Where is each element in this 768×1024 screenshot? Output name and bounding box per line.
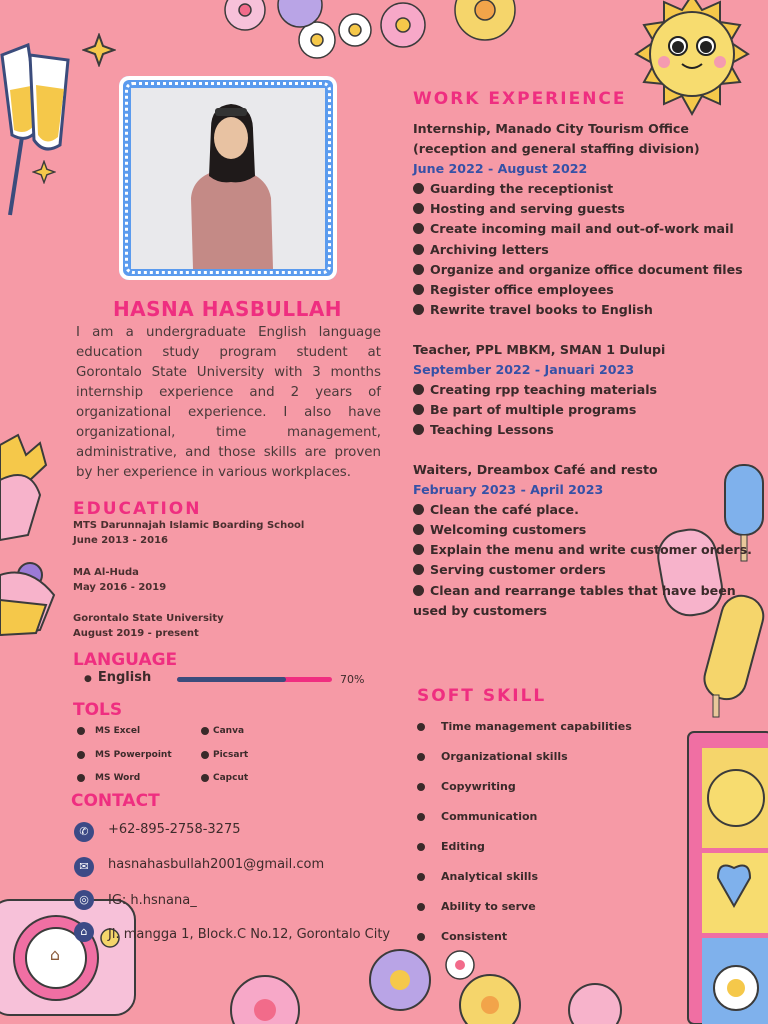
job-role: Waiters, Dreambox Café and resto: [413, 462, 658, 477]
soft-skill-item: Time management capabilities: [417, 720, 632, 733]
film-strip-sticker: [684, 728, 768, 1024]
education-period: June 2013 - 2016: [73, 535, 168, 546]
profile-about: I am a undergraduate English language education study program student at Gorontalo State University with 3 months internship experience and 2 years of organizational experience. I also have organizational, time management, administrative, and those skills are proven by her experience in various workplaces.: [76, 325, 381, 480]
tool-item: Capcut: [201, 773, 248, 783]
job-duty: Clean the café place.: [413, 500, 738, 520]
job-period: September 2022 - Januari 2023: [413, 362, 635, 378]
work-experience-title: WORK EXPERIENCE: [413, 89, 627, 109]
job-duty: Guarding the receptionist: [413, 179, 743, 199]
job-period: February 2023 - April 2023: [413, 482, 604, 498]
soft-skill-item: Consistent: [417, 930, 507, 943]
contact-instagram[interactable]: IG: h.hsnana_: [108, 893, 197, 908]
contact-phone[interactable]: +62-895-2758-3275: [108, 822, 241, 837]
globe-icon: ◎: [74, 890, 94, 910]
soft-skill-item: Communication: [417, 810, 537, 823]
job-duty: Register office employees: [413, 280, 743, 300]
education-school: Gorontalo State University: [73, 613, 224, 624]
soft-skill-item: Editing: [417, 840, 485, 853]
contact-address: Jl. mangga 1, Block.C No.12, Gorontalo City: [108, 927, 391, 942]
phone-icon: ✆: [74, 822, 94, 842]
education-item: [73, 565, 166, 595]
soft-skill-item: Organizational skills: [417, 750, 568, 763]
email-icon: ✉: [74, 857, 94, 877]
job-duty: Serving customer orders: [413, 560, 738, 580]
education-period: August 2019 - present: [73, 628, 199, 639]
language-level-fill: [177, 677, 286, 682]
profile-photo: [131, 88, 325, 269]
flowers-bottom-sticker: [215, 945, 685, 1024]
job-duty: Teaching Lessons: [413, 420, 743, 440]
soft-skill-item: Copywriting: [417, 780, 516, 793]
job-entry: [413, 119, 743, 320]
home-icon: ⌂: [49, 945, 61, 964]
flowers-top-sticker: [205, 0, 575, 80]
language-level-bar: [177, 677, 332, 682]
profile-name: HASNA HASBULLAH: [112, 297, 343, 321]
job-entry: [413, 340, 743, 440]
tool-item: MS Word: [77, 773, 140, 783]
job-role: Teacher, PPL MBKM, SMAN 1 Dulupi: [413, 342, 666, 357]
language-item: ● English: [84, 670, 152, 685]
job-duty: Organize and organize office document files: [413, 260, 743, 280]
tool-item: MS Powerpoint: [77, 750, 172, 760]
job-entry: [413, 460, 752, 621]
job-period: June 2022 - August 2022: [413, 161, 588, 177]
home-button[interactable]: [40, 940, 70, 970]
tool-item: MS Excel: [77, 726, 140, 736]
education-title: EDUCATION: [73, 499, 202, 519]
soft-skill-item: Ability to serve: [417, 900, 536, 913]
soft-skill-title: SOFT SKILL: [417, 686, 547, 706]
job-duty: Welcoming customers: [413, 520, 738, 540]
language-name: English: [97, 670, 152, 685]
contact-title: CONTACT: [71, 791, 160, 811]
contact-email[interactable]: hasnahasbullah2001@gmail.com: [108, 857, 325, 872]
tool-item: Picsart: [201, 750, 248, 760]
home-address-icon: ⌂: [74, 922, 94, 942]
education-item: [73, 611, 224, 641]
soft-skill-item: Analytical skills: [417, 870, 538, 883]
job-duty: Creating rpp teaching materials: [413, 380, 743, 400]
job-duty: Rewrite travel books to English: [413, 300, 743, 320]
job-role: Internship, Manado City Tourism Office (reception and general staffing division): [413, 121, 700, 157]
sparkle-icon: [32, 160, 56, 184]
education-period: May 2016 - 2019: [73, 582, 167, 593]
profile-photo-frame: [119, 76, 337, 280]
job-duty: Be part of multiple programs: [413, 400, 743, 420]
language-level-label: 70%: [340, 673, 365, 686]
job-duty: Hosting and serving guests: [413, 199, 743, 219]
tools-title: TOLS: [73, 700, 123, 720]
education-school: MA Al-Huda: [73, 567, 139, 578]
education-school: MTS Darunnajah Islamic Boarding School: [73, 520, 305, 531]
cupcake-sticker: [0, 425, 62, 640]
job-duty: Archiving letters: [413, 240, 743, 260]
job-duty: Explain the menu and write customer orders.: [413, 540, 738, 560]
education-item: [73, 518, 304, 548]
tool-item: Canva: [201, 726, 244, 736]
sparkle-icon: [82, 33, 116, 67]
champagne-glasses-sticker: [0, 15, 80, 230]
job-duty: Clean and rearrange tables that have been used by customers: [413, 582, 736, 618]
job-duty: Create incoming mail and out-of-work mail: [413, 219, 743, 239]
language-title: LANGUAGE: [73, 650, 178, 670]
